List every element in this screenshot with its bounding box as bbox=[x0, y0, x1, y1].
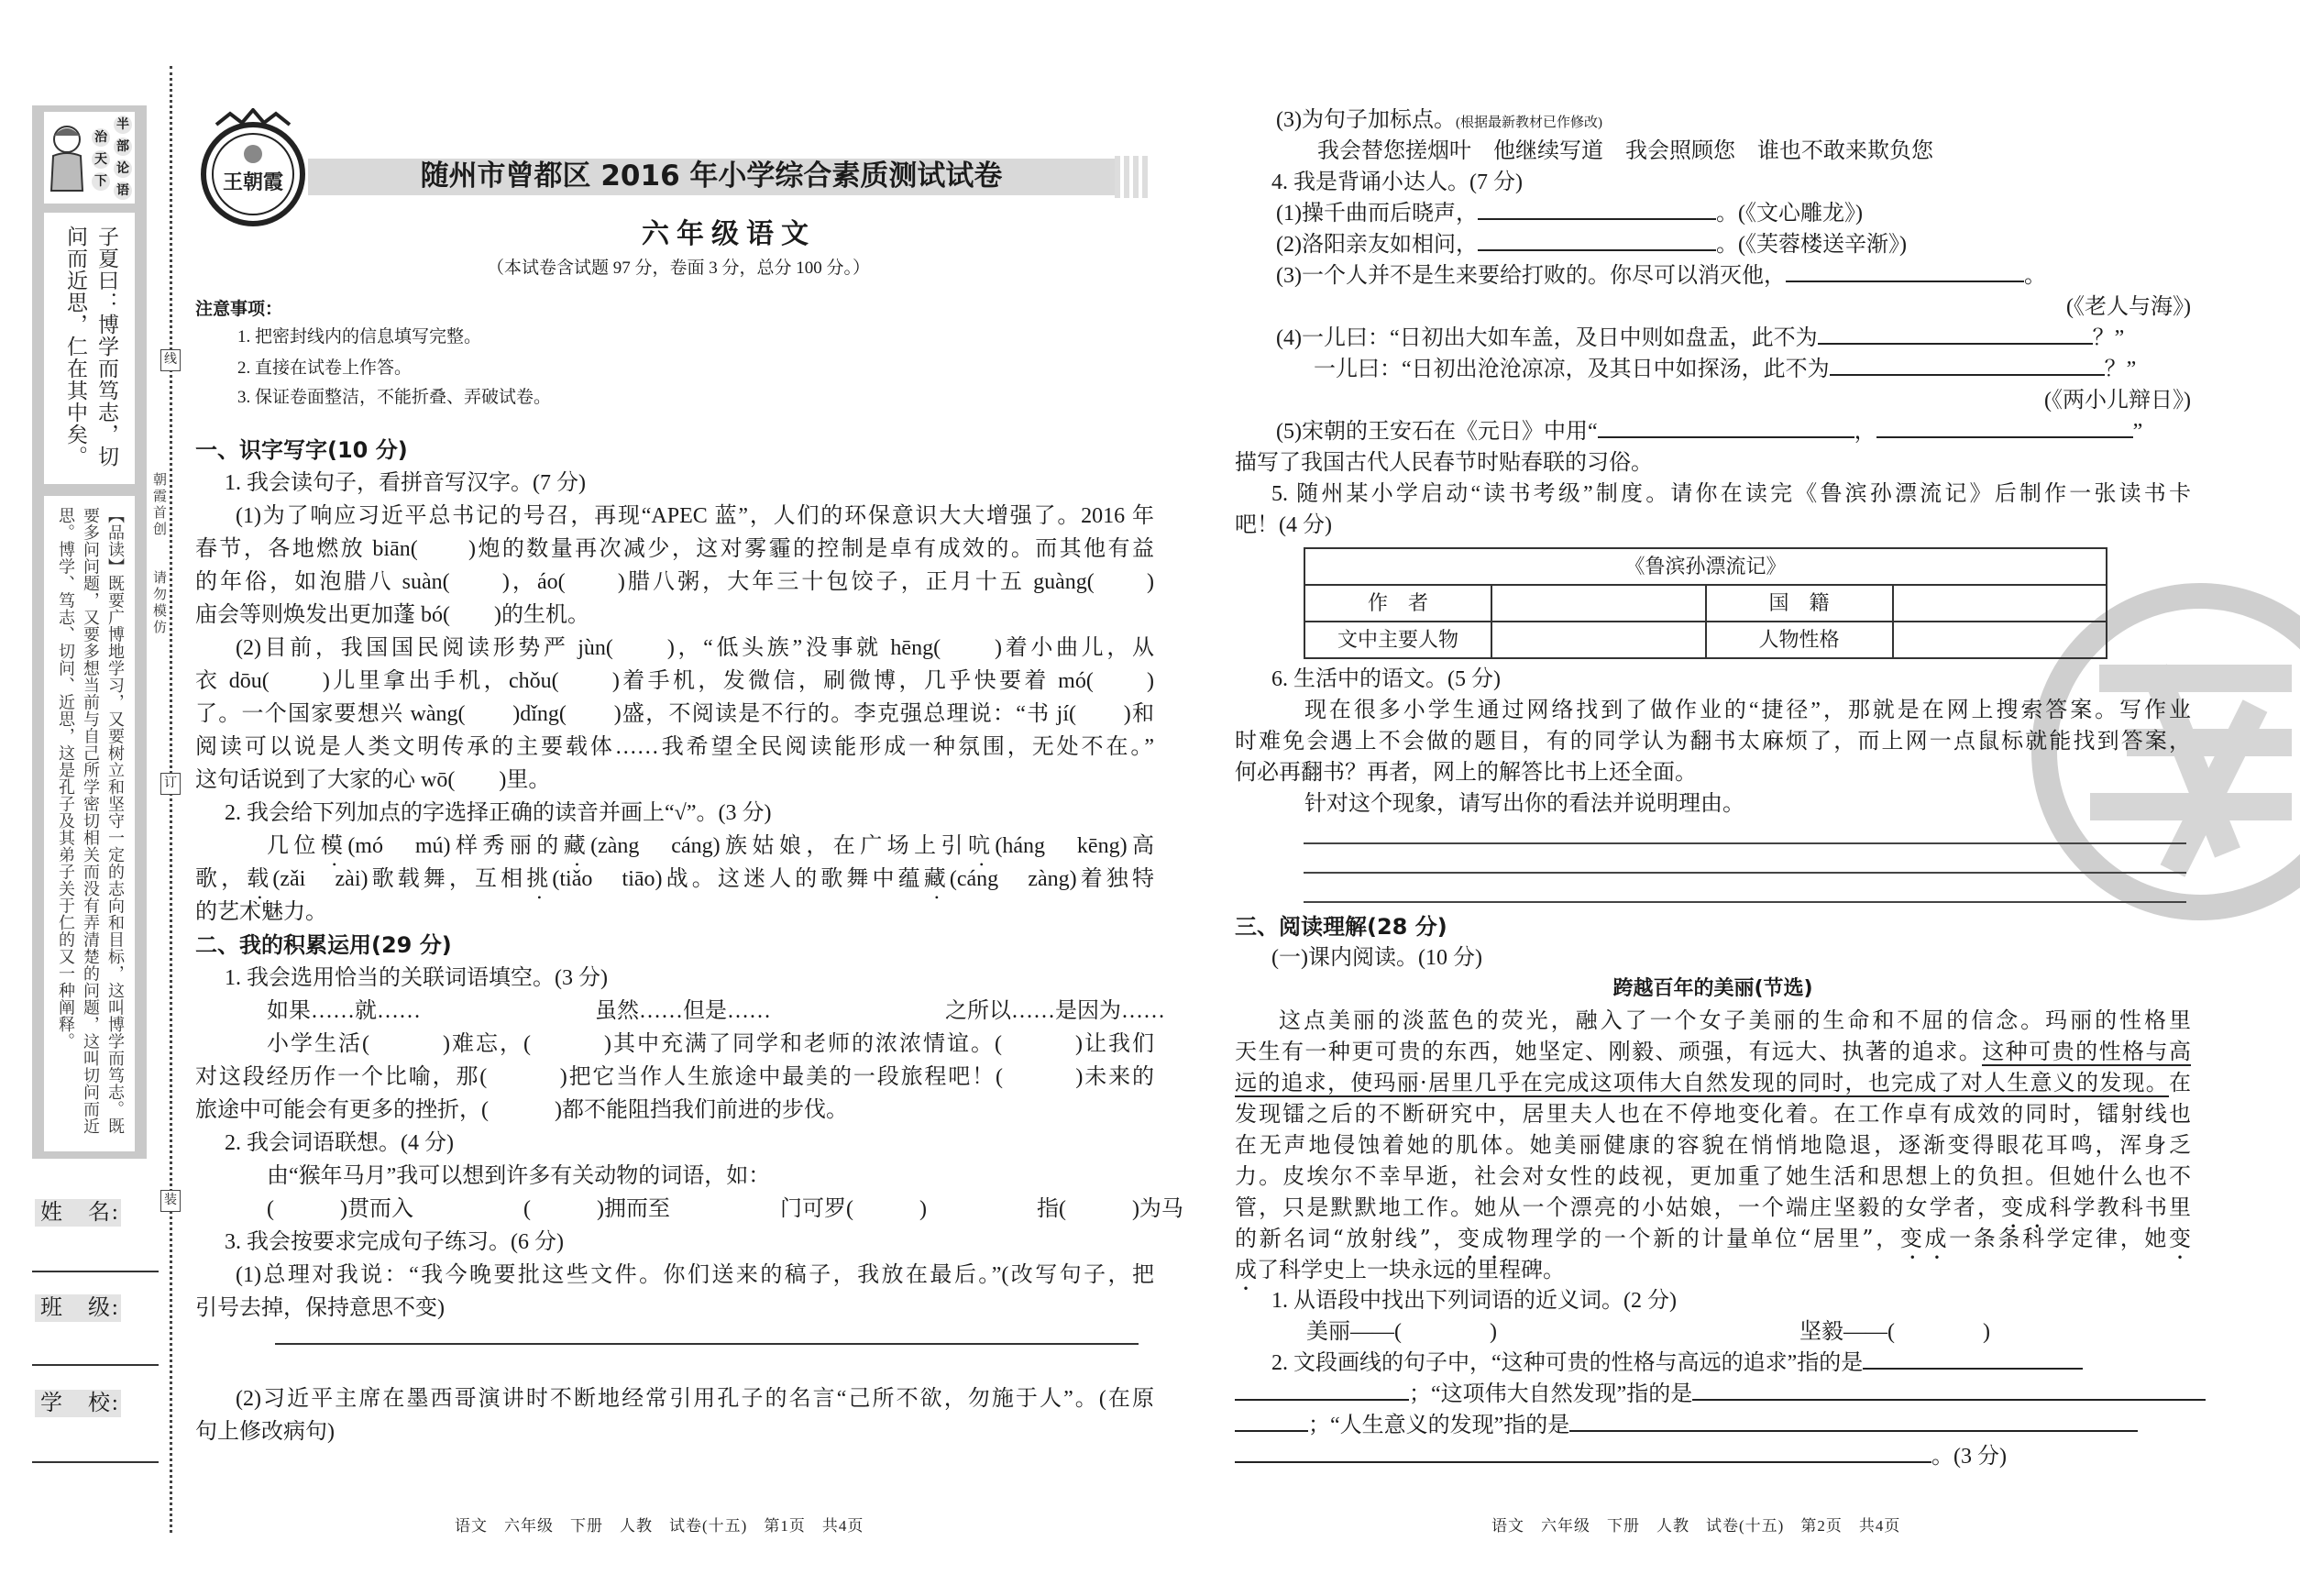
section-3-heading: 三、阅读理解(28 分) bbox=[1235, 914, 1447, 940]
punctuation-sentence: 我会替您搓烟叶 他继续写道 我会照顾您 谁也不敢来欺负您 bbox=[1317, 139, 1933, 163]
pinyin-choice[interactable]: (tiǎo tiāo)战。这迷人的歌舞中蕴 bbox=[552, 867, 924, 891]
recitation-item bbox=[1235, 260, 2191, 292]
text: ；“人生意义的发现”指的是 bbox=[1308, 1414, 1570, 1437]
school-field[interactable] bbox=[32, 1461, 159, 1463]
dotted-char: 模 bbox=[320, 834, 348, 858]
seal-marker: 线 bbox=[160, 349, 181, 371]
question-line: 引号去掉，保持意思不变) bbox=[195, 1296, 445, 1320]
section-2-heading: 二、我的积累运用(29 分) bbox=[195, 932, 452, 958]
source-citation: (《两小儿辩日》) bbox=[2044, 389, 2191, 413]
underlined-sentence: 远的追求，使玛丽·居里几乎在完成这项伟大自然发现的同时，也完成了对人生意义的发现。 bbox=[1235, 1070, 2169, 1095]
text: (4)一儿曰：“日初出大如车盖，及日中则如盘盂，此不为 bbox=[1276, 326, 1818, 350]
question-line: 时难免会遇上不会做的题目，有的同学认为翻书太麻烦了，而上网一点鼠标就能找到答案， bbox=[1235, 730, 2191, 754]
badge-char: 部 bbox=[114, 138, 132, 156]
text: 管，只是默默地工作。她从一个漂亮的小姑娘，一个端庄坚毅的女学者， bbox=[1235, 1194, 2002, 1220]
question-line: 对这段经历作一个比喻，那( )把它当作人生旅途中最美的一段旅程吧！( )未来的 bbox=[195, 1065, 1154, 1089]
pinyin-choice[interactable]: (zǎi zài)歌载舞，互相 bbox=[272, 867, 527, 891]
class-field[interactable] bbox=[32, 1364, 159, 1366]
passage-line bbox=[1235, 1192, 2191, 1223]
answer-blank[interactable] bbox=[1863, 1367, 2083, 1370]
card-label: 国 籍 bbox=[1706, 585, 1893, 622]
idiom-item: 指( )为马 bbox=[1036, 1197, 1183, 1221]
page-2-content bbox=[1235, 105, 2191, 1472]
answer-blank[interactable] bbox=[1478, 217, 1716, 220]
text: 了科学史上一块永远的里程碑。 bbox=[1257, 1257, 1565, 1282]
question-title bbox=[1235, 105, 2191, 136]
synonym-item: 美丽——( ) bbox=[1306, 1320, 1497, 1344]
badge-char: 下 bbox=[92, 172, 110, 191]
analects-quote: 子夏曰：博学而笃志，切问而近思，仁在其中矣。 bbox=[63, 226, 118, 468]
text: ；“这项伟大自然发现”指的是 bbox=[1409, 1382, 1693, 1406]
answer-blank[interactable] bbox=[1786, 280, 2024, 282]
card-label: 作 者 bbox=[1304, 585, 1491, 622]
text: 科学教科书里 bbox=[2049, 1194, 2192, 1220]
option: 如果……就…… bbox=[267, 999, 421, 1023]
question-title: 1. 从语段中找出下列词语的近义词。(2 分) bbox=[1271, 1289, 1677, 1313]
pronunciation-line: 的艺术魅力。 bbox=[195, 900, 327, 924]
notes-heading: 注意事项： bbox=[195, 300, 283, 319]
school-label: 学 校: bbox=[35, 1390, 121, 1417]
pinyin-choice[interactable]: (zàng cáng)族姑娘，在广场上引 bbox=[590, 834, 968, 858]
answer-blank[interactable] bbox=[1235, 1429, 1308, 1432]
text: ？” bbox=[2104, 358, 2137, 381]
text: 天生有一种更可贵的东西，她坚定、刚毅、顽强，有远大、执著的追求。 bbox=[1235, 1039, 1983, 1064]
question-title: 1. 我会选用恰当的关联词语填空。(3 分) bbox=[225, 966, 608, 990]
idiom-item: 门可罗( ) bbox=[779, 1197, 927, 1221]
text: (1)操千曲而后晓声， bbox=[1276, 202, 1478, 226]
answer-lines[interactable] bbox=[1235, 820, 2191, 911]
text: 一条条科学定律，她 bbox=[1949, 1226, 2170, 1251]
text: (5)宋朝的王安石在《元日》中用“ bbox=[1276, 420, 1598, 444]
cartoon-boy-icon bbox=[46, 119, 88, 196]
seal-marker: 订 bbox=[160, 773, 181, 795]
text: 几位 bbox=[267, 834, 321, 858]
page-1-content bbox=[195, 434, 1183, 1448]
badge-char: 论 bbox=[114, 160, 132, 178]
synonym-item: 坚毅——( ) bbox=[1799, 1320, 1990, 1344]
commentary-panel bbox=[44, 496, 135, 1151]
text: 一儿曰：“日初出沧沧凉凉，及其日中如探汤，此不为 bbox=[1314, 358, 1830, 381]
note-item: 3. 保证卷面整洁，不能折叠、弄破试卷。 bbox=[237, 388, 552, 407]
dotted-word: 变 bbox=[2169, 1226, 2192, 1251]
answer-line[interactable] bbox=[195, 1325, 1154, 1382]
question-line: 春节，各地燃放 biān( )炮的数量再次减少，这对雾霾的控制是卓有成效的。而其他有益 bbox=[195, 537, 1154, 561]
question-line: 阅读可以说是人类文明传承的主要载体……我希望全民阅读能形成一种氛围，无处不在。” bbox=[195, 735, 1154, 759]
idiom-item: ( )拥而至 bbox=[523, 1197, 670, 1221]
pinyin-choice[interactable]: (háng kēng)高 bbox=[995, 834, 1155, 858]
logo-text: 王朝霞 bbox=[222, 171, 284, 193]
dotted-char: 挑 bbox=[526, 867, 553, 891]
text: 物理学的一个新的计量单位“居里”， bbox=[1506, 1226, 1900, 1251]
passage-line bbox=[1235, 1067, 2191, 1098]
question-line: 的年俗，如泡腊八 suàn( )，áo( )腊八粥，大年三十包饺子，正月十五 guàng( ) bbox=[195, 570, 1154, 594]
question-line: (1)总理对我说：“我今晚要批这些文件。你们送来的稿子，我放在最后。”(改写句子，把 bbox=[236, 1263, 1154, 1287]
passage-title: 跨越百年的美丽(节选) bbox=[1612, 977, 1813, 1000]
passage-line: 这点美丽的淡蓝色的荧光，融入了一个女子美丽的生命和不屈的信念。玛丽的性格里 bbox=[1279, 1007, 2191, 1033]
dotted-char: 藏 bbox=[923, 867, 950, 891]
dotted-char: 吭 bbox=[967, 834, 996, 858]
reading-passage bbox=[1235, 1005, 2191, 1285]
card-title: 《鲁滨孙漂流记》 bbox=[1304, 548, 2107, 585]
option: 之所以……是因为…… bbox=[945, 999, 1165, 1023]
badge-char: 天 bbox=[92, 150, 110, 169]
passage-line bbox=[1235, 1254, 2191, 1285]
badge-char: 语 bbox=[114, 182, 132, 200]
question-line bbox=[1235, 1348, 2191, 1379]
recitation-item bbox=[1235, 229, 2191, 260]
answer-blank[interactable] bbox=[1235, 1460, 1931, 1463]
underlined-sentence: 这种可贵的性格与高 bbox=[1982, 1039, 2192, 1064]
synonym-pairs bbox=[1235, 1316, 2191, 1348]
question-title: 4. 我是背诵小达人。(7 分) bbox=[1271, 171, 1523, 194]
answer-blank[interactable] bbox=[1598, 435, 1854, 438]
question-prompt: 针对这个现象，请写出你的看法并说明理由。 bbox=[1304, 792, 1744, 816]
text: 。(《文心雕龙》) bbox=[1715, 202, 1863, 226]
text: ？” bbox=[2092, 326, 2125, 350]
answer-blank[interactable] bbox=[1830, 373, 2105, 376]
answer-blank[interactable] bbox=[1876, 435, 2133, 438]
copyright-notice: 请勿模仿 bbox=[149, 570, 169, 636]
text: 。(3 分) bbox=[1931, 1445, 2007, 1469]
score-note: （本试卷含试题 97 分，卷面 3 分，总分 100 分。） bbox=[486, 259, 870, 278]
card-answer-cell[interactable] bbox=[1491, 585, 1706, 622]
question-title: 3. 我会按要求完成句子练习。(6 分) bbox=[225, 1230, 564, 1254]
badge-char: 半 bbox=[114, 116, 132, 134]
card-label: 人物性格 bbox=[1706, 622, 1893, 658]
answer-blank[interactable] bbox=[1818, 342, 2093, 345]
strip-header bbox=[44, 112, 135, 204]
text: (2)洛阳亲友如相问， bbox=[1276, 233, 1478, 257]
copyright-notice: 朝霞首创 bbox=[149, 472, 169, 538]
class-label: 班 级: bbox=[35, 1294, 121, 1322]
question-line: (2)习近平主席在墨西哥演讲时不断地经常引用孔子的名言“己所不欲，勿施于人”。(在原 bbox=[236, 1387, 1154, 1411]
recitation-item bbox=[1235, 323, 2191, 354]
card-label: 文中主要人物 bbox=[1304, 622, 1491, 658]
title-text: (3)为句子加标点。 bbox=[1276, 108, 1456, 132]
note-item: 2. 直接在试卷上作答。 bbox=[237, 358, 413, 378]
question-line: 衣 dōu( )儿里拿出手机，chǒu( )着手机，发微信，刷微博，几乎快要着 mó( ) bbox=[195, 669, 1154, 693]
revision-note: (根据最新教材已作修改) bbox=[1455, 116, 1602, 130]
name-field[interactable] bbox=[32, 1271, 159, 1272]
dotted-word: 变成 bbox=[1458, 1226, 1507, 1251]
page-footer-left: 语文 六年级 下册 人教 试卷(十五) 第1页 共4页 bbox=[455, 1517, 864, 1535]
question-line: 庙会等则焕发出更加蓬 bó( )的生机。 bbox=[195, 603, 589, 627]
question-line bbox=[1235, 1379, 2191, 1410]
idiom-item: ( )贯而入 bbox=[267, 1197, 413, 1221]
text: ” bbox=[2132, 420, 2143, 444]
question-line bbox=[1235, 1441, 2191, 1472]
card-answer-cell[interactable] bbox=[1893, 622, 2107, 658]
text: (3)一个人并不是生来要给打败的。你尽可以消灭他， bbox=[1276, 264, 1786, 288]
question-line: 何必再翻书？再者，网上的解答比书上还全面。 bbox=[1235, 761, 1697, 785]
text: 歌， bbox=[195, 867, 248, 891]
dotted-word: 变成 bbox=[2001, 1194, 2050, 1220]
subsection-heading: (一)课内阅读。(10 分) bbox=[1271, 946, 1482, 970]
text: 。(《芙蓉楼送辛渐》) bbox=[1715, 233, 1907, 257]
answer-blank[interactable] bbox=[1235, 1398, 1409, 1401]
option: 虽然……但是…… bbox=[595, 999, 771, 1023]
passage-line: 在无声地侵蚀着她的肌体。她美丽健康的容貌在悄悄地隐退，逐渐变得眼花耳鸣，浑身乏 bbox=[1235, 1132, 2191, 1158]
dotted-char: 载 bbox=[247, 867, 273, 891]
question-line: 吧！(4 分) bbox=[1235, 513, 1332, 537]
question-title: 6. 生活中的语文。(5 分) bbox=[1271, 667, 1501, 691]
text: 。 bbox=[2023, 264, 2046, 288]
passage-line: 发现镭之后的不断研究中，居里夫人也在不停地变化着。在工作卓有成效的同时，镭射线也 bbox=[1235, 1101, 2191, 1127]
question-line: 这句话说到了大家的心 wō( )里。 bbox=[195, 768, 551, 792]
text: 的新名词“放射线”， bbox=[1235, 1226, 1458, 1251]
pinyin-choice[interactable]: (mó mú)样秀丽的 bbox=[347, 834, 564, 858]
band-decoration bbox=[1115, 156, 1151, 198]
pronunciation-line bbox=[195, 863, 1154, 896]
passage-line bbox=[1235, 1036, 2191, 1067]
pinyin-choice[interactable]: (cáng zàng)着独特 bbox=[949, 867, 1154, 891]
source-citation: (《老人与海》) bbox=[2066, 295, 2191, 319]
question-line: 现在很多小学生通过网络找到了做作业的“捷径”，那就是在网上搜索答案。写作业 bbox=[1304, 699, 2191, 722]
commentary-text: 【品读】既要广博地学习，又要树立和坚守一定的志向和目标，这叫博学而笃志。既要多问问题，又要多想当前与自己所学密切相关而没有弄清楚的问题，这叫切问而近思。博学、笃志、切问、近思，这是孔子及其弟子关于仁的又一种阐释。 bbox=[57, 507, 125, 1135]
brand-logo bbox=[198, 108, 308, 227]
seal-marker: 装 bbox=[160, 1190, 181, 1212]
question-title: 2. 我会给下列加点的字选择正确的读音并画上“√”。(3 分) bbox=[225, 801, 772, 825]
question-line: 句上修改病句) bbox=[195, 1420, 335, 1444]
reading-card-table bbox=[1304, 547, 2107, 659]
text: 2. 文段画线的句子中，“这种可贵的性格与高远的追求”指的是 bbox=[1271, 1351, 1864, 1375]
recitation-item bbox=[1235, 354, 2191, 385]
passage-line bbox=[1235, 1223, 2191, 1254]
recitation-item bbox=[1235, 416, 2191, 447]
pronunciation-line bbox=[195, 830, 1154, 863]
answer-blank[interactable] bbox=[1692, 1398, 2206, 1401]
exam-subject: 六年级语文 bbox=[642, 219, 816, 249]
question-line: 小学生活( )难忘，( )其中充满了同学和老师的浓浓情谊。( )让我们 bbox=[267, 1032, 1154, 1056]
seal-line bbox=[170, 66, 172, 1533]
question-line: 由“猴年马月”我可以想到许多有关动物的词语，如： bbox=[267, 1164, 771, 1188]
name-label: 姓 名: bbox=[35, 1199, 121, 1227]
question-title: 2. 我会词语联想。(4 分) bbox=[225, 1131, 454, 1155]
question-title: 5. 随州某小学启动“读书考级”制度。请你在读完《鲁滨孙漂流记》后制作一张读书卡 bbox=[1271, 482, 2191, 506]
question-line: 旅途中可能会有更多的挫折，( )都不能阻挡我们前进的步伐。 bbox=[195, 1098, 848, 1122]
text: 在 bbox=[2169, 1070, 2191, 1095]
conjunction-options bbox=[195, 995, 1165, 1028]
badge-char: 治 bbox=[92, 128, 110, 147]
page-footer-right: 语文 六年级 下册 人教 试卷(十五) 第2页 共4页 bbox=[1491, 1517, 1901, 1535]
question-line: (1)为了响应习近平总书记的号召，再现“APEC 蓝”，人们的环保意识大大增强了。2016 年 bbox=[236, 504, 1154, 528]
idiom-items bbox=[195, 1193, 1183, 1226]
analects-quote-panel bbox=[44, 213, 135, 484]
question-line bbox=[1235, 1410, 2191, 1441]
answer-blank[interactable] bbox=[1569, 1429, 2138, 1432]
answer-blank[interactable] bbox=[1478, 248, 1716, 251]
section-1-heading: 一、识字写字(10 分) bbox=[195, 437, 408, 463]
question-line: 了。一个国家要想兴 wàng( )dǐng( )盛，不阅读是不行的。李克强总理说：“书 jí( )和 bbox=[195, 702, 1154, 726]
passage-line: 力。皮埃尔不幸早逝，社会对女性的歧视，更加重了她生活和思想上的负担。但她什么也不 bbox=[1235, 1163, 2191, 1189]
question-title: 1. 我会读句子，看拼音写汉字。(7 分) bbox=[225, 471, 586, 495]
question-line: (2)目前，我国国民阅读形势严 jùn( )，“低头族”没事就 hēng( )着小曲儿，从 bbox=[236, 636, 1154, 660]
dotted-word: 成 bbox=[1235, 1257, 1257, 1282]
question-line: 描写了我国古代人民春节时贴春联的习俗。 bbox=[1235, 451, 1653, 475]
recitation-item bbox=[1235, 198, 2191, 229]
dotted-word: 变成 bbox=[1899, 1226, 1950, 1251]
card-answer-cell[interactable] bbox=[1893, 585, 2107, 622]
text: ， bbox=[1854, 420, 1876, 444]
exam-title: 随州市曾都区 2016 年小学综合素质测试试卷 bbox=[420, 160, 1003, 193]
dotted-char: 藏 bbox=[563, 834, 591, 858]
note-item: 1. 把密封线内的信息填写完整。 bbox=[237, 327, 482, 347]
card-answer-cell[interactable] bbox=[1491, 622, 1706, 658]
